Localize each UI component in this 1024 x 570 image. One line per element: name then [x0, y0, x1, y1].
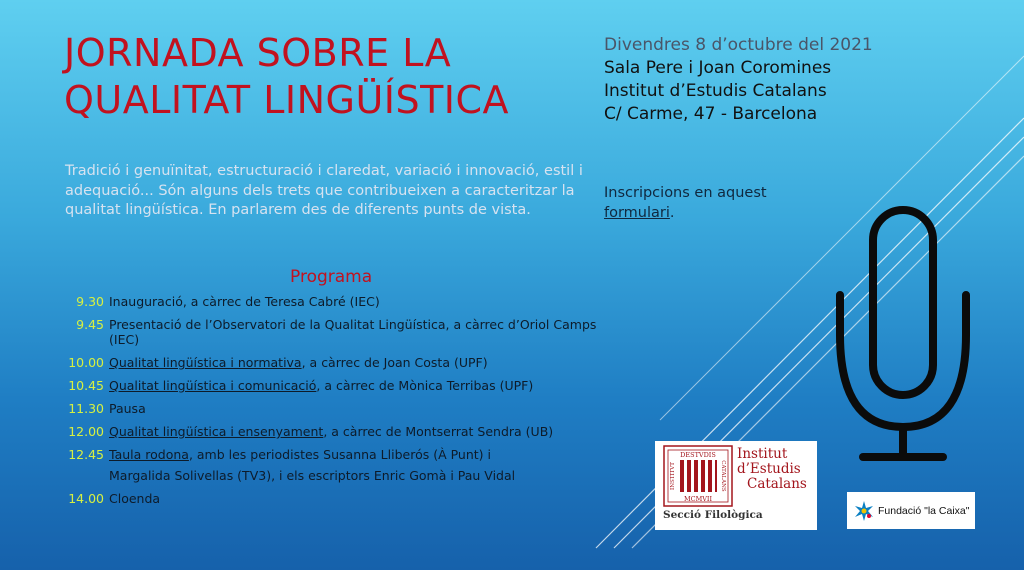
program-time: 11.30 [68, 401, 104, 416]
program-speaker: , amb les periodistes Susanna Lliberós (À Punt) i [188, 447, 491, 462]
signup-text: Inscripcions en aquest [604, 185, 767, 201]
seal-text-left: INSTITVT [670, 462, 676, 490]
program-item [62, 491, 602, 506]
event-address: C/ Carme, 47 - Barcelona [604, 104, 818, 124]
program-title: Qualitat lingüística i comunicació [109, 378, 317, 393]
iec-logo [655, 441, 817, 530]
program-title: Inauguració, a càrrec de Teresa Cabré (IEC) [109, 294, 380, 309]
program-time: 9.45 [76, 317, 104, 332]
event-date: Divendres 8 d’octubre del 2021 [604, 35, 873, 55]
iec-name [737, 447, 807, 492]
title-line: JORNADA SOBRE LA [64, 31, 452, 75]
program-speaker: Margalida Solivellas (TV3), i els escriptors Enric Gomà i Pau Vidal [109, 468, 516, 483]
signup-block [604, 183, 844, 223]
seal-text-right: CATALANS [720, 460, 726, 492]
program-title: Taula rodona [109, 447, 189, 462]
program-speaker: , a càrrec de Montserrat Sendra (UB) [323, 424, 554, 439]
seal-text-bottom: MCMVII [683, 495, 713, 503]
program-title: Cloenda [109, 491, 161, 506]
program-item [62, 424, 602, 439]
program-time: 10.00 [68, 355, 104, 370]
microphone-icon [818, 205, 988, 480]
program-time: 12.00 [68, 424, 104, 439]
title-line: QUALITAT LINGÜÍSTICA [64, 78, 510, 122]
program-item-continuation [62, 468, 602, 483]
form-link[interactable]: formulari [604, 205, 670, 221]
event-room: Sala Pere i Joan Coromines [604, 58, 832, 78]
program-time: 10.45 [68, 378, 104, 393]
program-item [62, 317, 602, 347]
program-time: 9.30 [76, 294, 104, 309]
lacaixa-logo [847, 492, 975, 529]
program-title: Qualitat lingüística i ensenyament [109, 424, 324, 439]
iec-line: Institut [737, 446, 788, 462]
program-time: 12.45 [68, 447, 104, 462]
program-time: 14.00 [68, 491, 104, 506]
iec-seal-icon [663, 445, 733, 507]
program-heading: Programa [290, 267, 373, 287]
page-title [64, 30, 584, 124]
program-item [62, 294, 602, 309]
program-list [62, 294, 602, 514]
program-item [62, 401, 602, 416]
event-institution: Institut d’Estudis Catalans [604, 81, 827, 101]
iec-section: Secció Filològica [663, 509, 763, 521]
iec-line: d’Estudis [737, 461, 801, 477]
signup-period: . [669, 205, 675, 221]
program-speaker: , a càrrec de Joan Costa (UPF) [301, 355, 488, 370]
iec-line: Catalans [747, 476, 807, 492]
program-title: Pausa [109, 401, 146, 416]
lacaixa-star-icon [853, 500, 875, 522]
program-item [62, 355, 602, 370]
program-title: Presentació de l’Observatori de la Qualitat Lingüística, a càrrec d’Oriol Camps (IEC) [109, 317, 597, 347]
program-item [62, 447, 602, 462]
seal-text-top: DESTVDIS [680, 451, 716, 459]
lacaixa-label: Fundació "la Caixa" [878, 504, 970, 517]
program-item [62, 378, 602, 393]
program-speaker: , a càrrec de Mònica Terribas (UPF) [316, 378, 534, 393]
program-time [62, 468, 109, 483]
event-info [604, 34, 934, 126]
program-title: Qualitat lingüística i normativa [109, 355, 302, 370]
intro-text: Tradició i genuïnitat, estructuració i claredat, variació i innovació, estil i adequació... Són alguns dels trets que contribueixen a caracteritzar la qualitat lingüística. En parlarem des de diferents punts de vista. [65, 163, 583, 218]
